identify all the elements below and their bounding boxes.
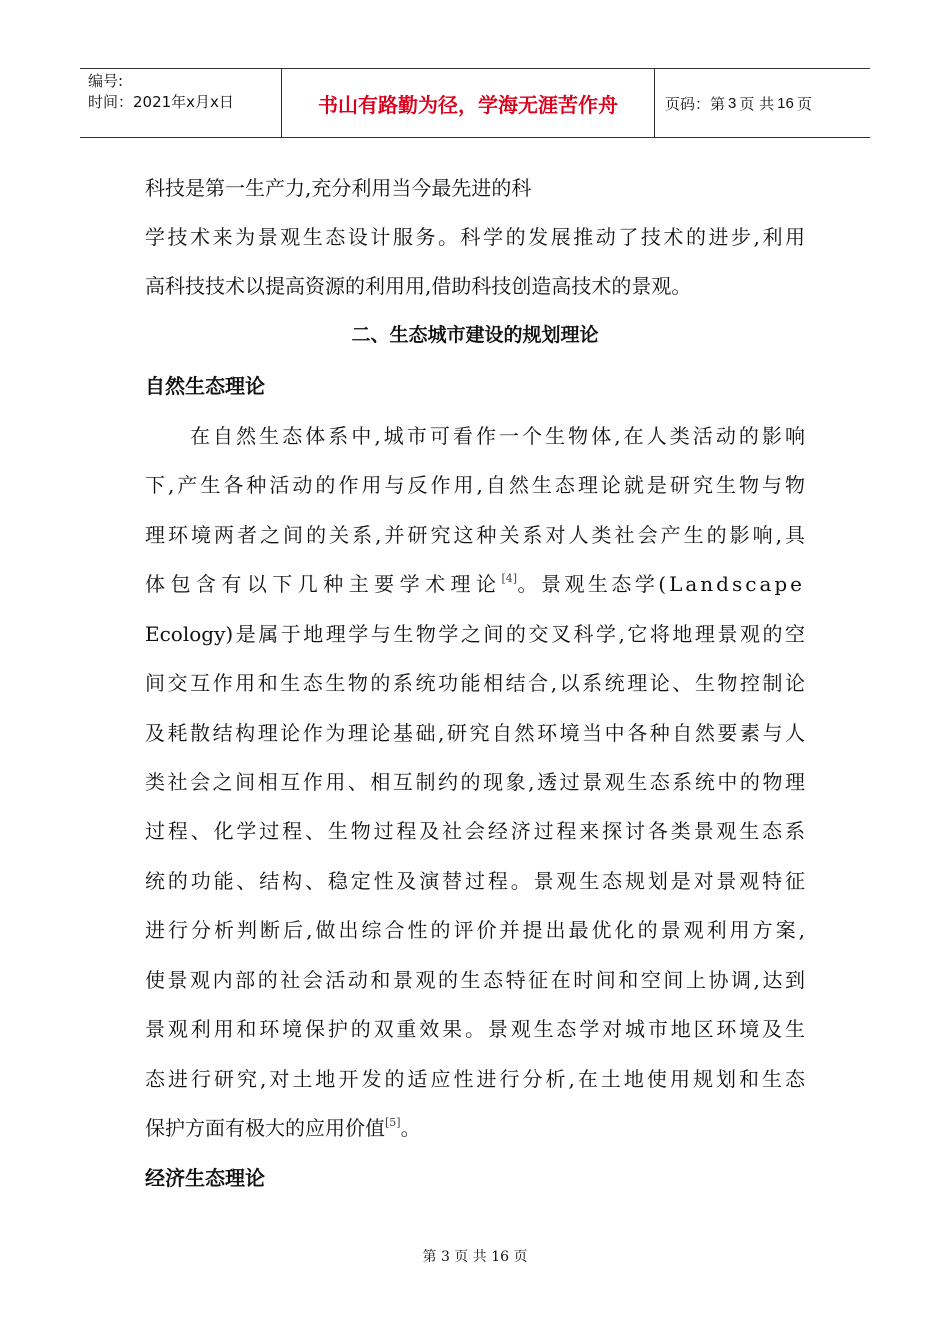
text-line: 科技是第一生产力,充分利用当今最先进的科 [145, 176, 532, 200]
subsection-title: 经济生态理论 [145, 1166, 265, 1190]
paragraph-line: 进行分析判断后,做出综合性的评价并提出最优化的景观利用方案, [145, 918, 805, 942]
paragraph-line: 及耗散结构理论作为理论基础,研究自然环境当中各种自然要素与人 [145, 721, 805, 745]
header-motto: 书山有路勤为径，学海无涯苦作舟 [282, 69, 655, 137]
paragraph-line: 过程、化学过程、生物过程及社会经济过程来探讨各类景观生态系 [145, 819, 805, 843]
header-page-info [655, 69, 870, 137]
header-time-label: 时间：2021年x月x日 [88, 93, 234, 111]
page-header [80, 68, 870, 138]
paragraph-line: Ecology)是属于地理学与生物学之间的交叉科学,它将地理景观的空 [145, 622, 805, 646]
text-line: 学技术来为景观生态设计服务。科学的发展推动了技术的进步,利用 [145, 225, 805, 249]
page-suffix: 页 [796, 94, 812, 113]
paragraph-text: 保护方面有极大的应用价值 [145, 1116, 385, 1140]
paragraph-line: 间交互作用和生态生物的系统功能相结合,以系统理论、生物控制论 [145, 671, 805, 695]
citation-ref: [5] [385, 1116, 401, 1129]
header-number-label: 编号: [88, 72, 124, 90]
paragraph-text: 。 [400, 1116, 421, 1140]
paragraph-line: 理环境两者之间的关系,并研究这种关系对人类社会产生的影响,具 [145, 523, 805, 547]
paragraph-line: 下,产生各种活动的作用与反作用,自然生态理论就是研究生物与物 [145, 473, 805, 497]
header-meta [80, 69, 282, 137]
paragraph-line: 景观利用和环境保护的双重效果。景观生态学对城市地区环境及生 [145, 1017, 805, 1041]
paragraph-line [145, 568, 805, 597]
page-total: 16 [777, 94, 794, 112]
paragraph-line: 类社会之间相互作用、相互制约的现象,透过景观生态系统中的物理 [145, 770, 805, 794]
paragraph-line: 使景观内部的社会活动和景观的生态特征在时间和空间上协调,达到 [145, 968, 805, 992]
subsection-title: 自然生态理论 [145, 374, 265, 398]
paragraph-line [145, 1112, 421, 1141]
page-middle: 页 共 [739, 94, 775, 113]
page-prefix: 页码：第 [665, 94, 726, 113]
paragraph-text: 。景观生态学(Landscape [517, 572, 806, 596]
section-title: 二、生态城市建设的规划理论 [351, 324, 599, 346]
text-line: 高科技技术以提高资源的利用用,借助科技创造高技术的景观。 [145, 274, 692, 298]
paragraph-line: 在自然生态体系中,城市可看作一个生物体,在人类活动的影响 [190, 424, 805, 448]
paragraph-text: 体包含有以下几种主要学术理论 [145, 572, 502, 596]
paragraph-line: 统的功能、结构、稳定性及演替过程。景观生态规划是对景观特征 [145, 869, 805, 893]
paragraph-line: 态进行研究,对土地开发的适应性进行分析,在土地使用规划和生态 [145, 1067, 805, 1091]
page-footer: 第 3 页 共 16 页 [422, 1249, 528, 1265]
page-current: 3 [728, 94, 737, 112]
citation-ref: [4] [501, 572, 518, 585]
